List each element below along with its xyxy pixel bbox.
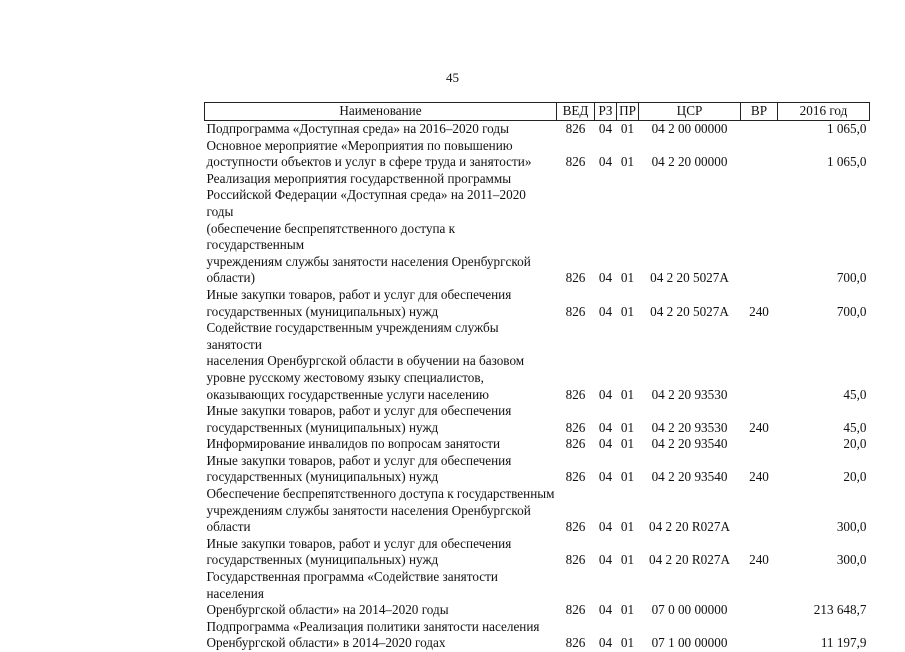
row-rz: 04 (595, 436, 617, 453)
row-vr (741, 320, 778, 403)
row-csr: 04 2 20 R027А (639, 536, 741, 569)
row-vr: 240 (741, 403, 778, 436)
row-ved: 826 (557, 121, 595, 138)
header-name: Наименование (205, 103, 557, 121)
row-csr: 04 2 00 00000 (639, 121, 741, 138)
table-header (205, 103, 870, 121)
row-rz: 04 (595, 320, 617, 403)
row-csr: 04 2 20 R027А (639, 486, 741, 536)
table-row (205, 486, 870, 536)
row-name: Иные закупки товаров, работ и услуг для обеспечения государственных (муниципальных) нужд (205, 287, 557, 320)
row-name: Реализация мероприятия государственной программы Российской Федерации «Доступная среда» на 2011–2020 годы (обеспечение беспрепятственного доступа к государственным учреждениям службы занятости населения Оренбургской области) (205, 171, 557, 287)
row-rz: 04 (595, 619, 617, 652)
row-ved: 826 (557, 320, 595, 403)
row-name: Иные закупки товаров, работ и услуг для обеспечения государственных (муниципальных) нужд (205, 536, 557, 569)
row-vr (741, 486, 778, 536)
row-rz: 04 (595, 536, 617, 569)
table-row (205, 569, 870, 619)
row-csr: 04 2 20 93530 (639, 320, 741, 403)
row-rz: 04 (595, 403, 617, 436)
row-pr: 01 (617, 453, 639, 486)
row-pr: 01 (617, 403, 639, 436)
row-rz: 04 (595, 569, 617, 619)
table-row (205, 287, 870, 320)
row-name: Подпрограмма «Реализация политики занятости населения Оренбургской области» в 2014–2020 годах (205, 619, 557, 652)
row-vr (741, 121, 778, 138)
header-rz: РЗ (595, 103, 617, 121)
table-row (205, 320, 870, 403)
row-vr: 240 (741, 287, 778, 320)
row-vr: 240 (741, 453, 778, 486)
table-row (205, 121, 870, 138)
row-ved: 826 (557, 403, 595, 436)
row-pr: 01 (617, 121, 639, 138)
table-row (205, 171, 870, 287)
row-sum: 20,0 (778, 453, 870, 486)
row-ved: 826 (557, 486, 595, 536)
row-rz: 04 (595, 171, 617, 287)
row-name: Содействие государственным учреждениям службы занятости населения Оренбургской области в обучении на базовом уровне русскому жестовому языку специалистов, оказывающих государственные услуги населению (205, 320, 557, 403)
row-pr: 01 (617, 536, 639, 569)
row-pr: 01 (617, 569, 639, 619)
row-ved: 826 (557, 619, 595, 652)
row-name: Государственная программа «Содействие занятости населения Оренбургской области» на 2014–2020 годы (205, 569, 557, 619)
row-sum: 45,0 (778, 403, 870, 436)
row-ved: 826 (557, 569, 595, 619)
row-sum: 700,0 (778, 171, 870, 287)
row-csr: 04 2 20 93530 (639, 403, 741, 436)
row-name: Обеспечение беспрепятственного доступа к государственным учреждениям службы занятости населения Оренбургской области (205, 486, 557, 536)
table-row (205, 619, 870, 652)
row-name: Иные закупки товаров, работ и услуг для обеспечения государственных (муниципальных) нужд (205, 453, 557, 486)
row-sum: 213 648,7 (778, 569, 870, 619)
row-ved: 826 (557, 536, 595, 569)
row-name: Информирование инвалидов по вопросам занятости (205, 436, 557, 453)
row-ved: 826 (557, 171, 595, 287)
row-ved: 826 (557, 287, 595, 320)
row-vr (741, 619, 778, 652)
row-vr (741, 138, 778, 171)
row-rz: 04 (595, 486, 617, 536)
row-sum: 45,0 (778, 320, 870, 403)
row-pr: 01 (617, 320, 639, 403)
row-rz: 04 (595, 287, 617, 320)
row-pr: 01 (617, 486, 639, 536)
row-name: Подпрограмма «Доступная среда» на 2016–2020 годы (205, 121, 557, 138)
row-csr: 04 2 20 5027А (639, 171, 741, 287)
row-ved: 826 (557, 436, 595, 453)
header-ved: ВЕД (557, 103, 595, 121)
row-pr: 01 (617, 171, 639, 287)
budget-table (204, 102, 870, 652)
row-vr (741, 436, 778, 453)
table-row (205, 453, 870, 486)
row-csr: 04 2 20 93540 (639, 436, 741, 453)
table-row (205, 436, 870, 453)
row-ved: 826 (557, 453, 595, 486)
row-sum: 20,0 (778, 436, 870, 453)
row-sum: 1 065,0 (778, 121, 870, 138)
table-row (205, 536, 870, 569)
row-rz: 04 (595, 138, 617, 171)
row-sum: 300,0 (778, 536, 870, 569)
row-csr: 04 2 20 00000 (639, 138, 741, 171)
row-csr: 07 0 00 00000 (639, 569, 741, 619)
row-pr: 01 (617, 619, 639, 652)
row-name: Основное мероприятие «Мероприятия по повышению доступности объектов и услуг в сфере труда и занятости» (205, 138, 557, 171)
row-rz: 04 (595, 453, 617, 486)
row-vr (741, 171, 778, 287)
row-name: Иные закупки товаров, работ и услуг для обеспечения государственных (муниципальных) нужд (205, 403, 557, 436)
row-rz: 04 (595, 121, 617, 138)
header-csr: ЦСР (639, 103, 741, 121)
row-pr: 01 (617, 138, 639, 171)
row-csr: 07 1 00 00000 (639, 619, 741, 652)
row-csr: 04 2 20 93540 (639, 453, 741, 486)
header-vr: ВР (741, 103, 778, 121)
row-sum: 700,0 (778, 287, 870, 320)
table-body (205, 121, 870, 652)
row-csr: 04 2 20 5027А (639, 287, 741, 320)
row-ved: 826 (557, 138, 595, 171)
table-row (205, 138, 870, 171)
header-pr: ПР (617, 103, 639, 121)
row-vr: 240 (741, 536, 778, 569)
header-row (205, 103, 870, 121)
row-sum: 1 065,0 (778, 138, 870, 171)
row-pr: 01 (617, 436, 639, 453)
row-sum: 300,0 (778, 486, 870, 536)
page-number: 45 (0, 70, 905, 86)
row-vr (741, 569, 778, 619)
table-row (205, 403, 870, 436)
row-sum: 11 197,9 (778, 619, 870, 652)
header-year: 2016 год (778, 103, 870, 121)
row-pr: 01 (617, 287, 639, 320)
